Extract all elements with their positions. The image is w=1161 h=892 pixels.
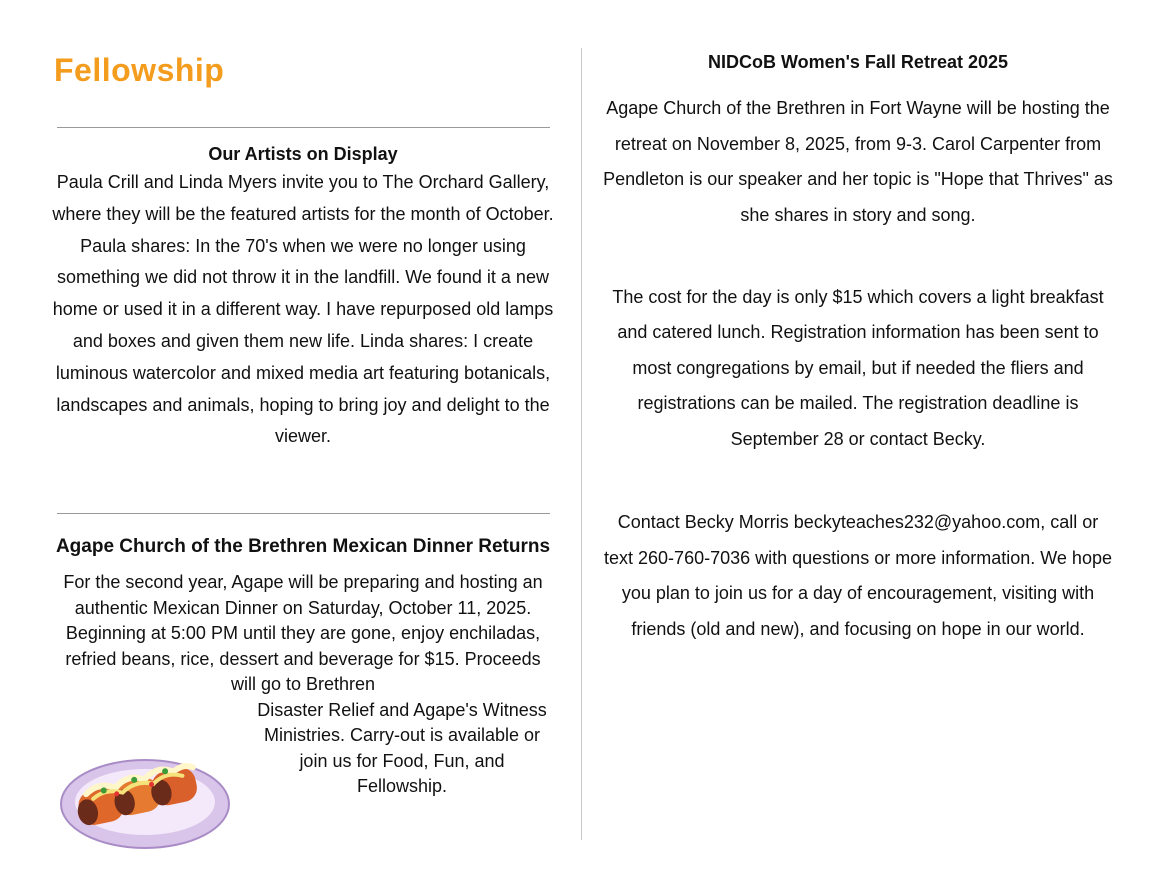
column-divider <box>581 48 582 840</box>
artists-heading: Our Artists on Display <box>208 144 398 164</box>
artists-body: Paula Crill and Linda Myers invite you to The Orchard Gallery, where they will be the featured artists for the month of October. Paula shares: In the 70's when we were no longer using something we did not throw it in the landfill. We found it a new home or used it in a different way. I have repurposed old lamps and boxes and given them new life. Linda shares: I create luminous watercolor and mixed media art featuring botanicals, landscapes and animals, hoping to bring joy and delight to the viewer. <box>52 172 554 447</box>
dinner-heading: Agape Church of the Brethren Mexican Dinner Returns <box>55 536 551 557</box>
page-title: Fellowship <box>54 52 225 88</box>
retreat-paragraph-1: Agape Church of the Brethren in Fort Wayne will be hosting the retreat on November 8, 2025, from 9-3. Carol Carpenter from Pendleton is our speaker and her topic is "Hope that Thrives" as she shares in story and song. <box>603 98 1113 225</box>
retreat-title: NIDCoB Women's Fall Retreat 2025 <box>707 52 1009 72</box>
section-rule <box>57 513 550 514</box>
dinner-body-continued: Disaster Relief and Agape's Witness Ministries. Carry-out is available or join us for Food, Fun, and Fellowship. <box>257 699 547 796</box>
section-rule <box>57 127 550 128</box>
retreat-paragraph-2: The cost for the day is only $15 which covers a light breakfast and catered lunch. Registration information has been sent to most congregations by email, but if needed the fliers and registrations can be mailed. The registration deadline is September 28 or contact Becky. <box>612 287 1104 449</box>
dinner-body: For the second year, Agape will be preparing and hosting an authentic Mexican Dinner on Saturday, October 11, 2025. Beginning at 5:00 PM until they are gone, enjoy enchiladas, refried beans, rice, dessert and beverage for $15. Proceeds will go to Brethren <box>63 572 543 694</box>
enchilada-plate-icon <box>58 742 233 854</box>
retreat-paragraph-3: Contact Becky Morris beckyteaches232@yahoo.com, call or text 260-760-7036 with questions or more information. We hope you plan to join us for a day of encouragement, visiting with friends (old and new), and focusing on hope in our world. <box>604 512 1112 639</box>
artists-section <box>52 141 554 453</box>
